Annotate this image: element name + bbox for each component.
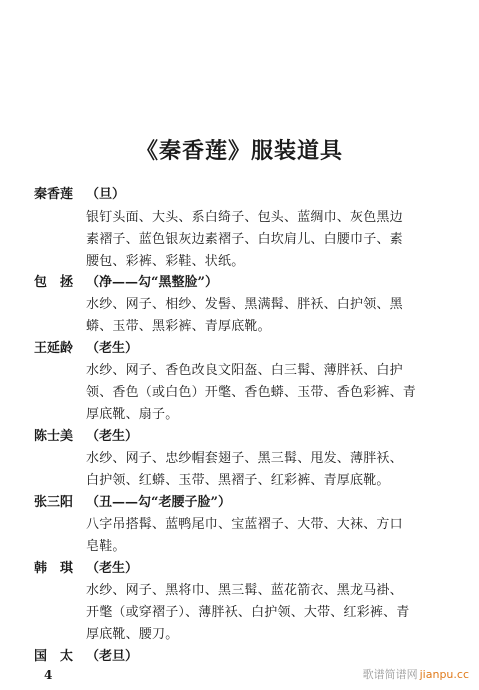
costume-line: 银钉头面、大头、系白绮子、包头、蓝绸巾、灰色黑边 [86,210,403,225]
character-role: （老生） [86,341,139,356]
costume-line: 八字吊搭髯、蓝鸭尾巾、宝蓝褶子、大带、大袜、方口 [86,517,403,532]
costume-line: 水纱、网子、忠纱帽套翅子、黑三髯、甩发、薄胖袄、 [86,451,403,466]
page-title: 《秦香莲》服装道具 [135,138,343,164]
costume-line: 素褶子、蓝色银灰边素褶子、白坎肩儿、白腰巾子、素 [86,232,403,247]
watermark-text: 歌谱简谱网 [362,668,418,681]
character-name: 张三阳 [34,495,74,510]
character-role: （老生） [86,561,139,576]
character-role: （老旦） [86,649,139,664]
costume-line: 蟒、玉带、黑彩裤、青厚底靴。 [86,319,271,334]
character-name: 包 拯 [34,275,74,290]
page-number: 4 [44,668,53,682]
character-name: 韩 琪 [34,561,74,576]
character-name: 秦香莲 [34,187,74,202]
character-name: 国 太 [34,649,74,664]
costume-line: 皂鞋。 [86,539,126,554]
watermark [363,666,469,682]
costume-line: 领、香色（或白色）开氅、香色蟒、玉带、香色彩裤、青 [86,385,417,400]
costume-line: 腰包、彩裤、彩鞋、状纸。 [86,254,245,269]
character-name: 陈士美 [34,429,74,444]
watermark-url: jianpu.cc [419,668,469,681]
character-role: （净——勾“黑整脸”） [86,275,218,290]
character-role: （丑——勾“老腰子脸”） [86,495,231,510]
character-role: （老生） [86,429,139,444]
costume-line: 开氅（或穿褶子）、薄胖袄、白护领、大带、红彩裤、青 [86,605,410,620]
character-name: 王延龄 [34,341,74,356]
costume-line: 白护领、红蟒、玉带、黑褶子、红彩裤、青厚底靴。 [86,473,390,488]
costume-line: 水纱、网子、黑将巾、黑三髯、蓝花箭衣、黑龙马褂、 [86,583,403,598]
costume-line: 水纱、网子、香色改良文阳盔、白三髯、薄胖袄、白护 [86,363,403,378]
costume-line: 水纱、网子、相纱、发髻、黑满髯、胖袄、白护领、黑 [86,297,403,312]
costume-line: 厚底靴、腰刀。 [86,627,179,642]
character-role: （旦） [86,187,126,202]
costume-line: 厚底靴、扇子。 [86,407,179,422]
